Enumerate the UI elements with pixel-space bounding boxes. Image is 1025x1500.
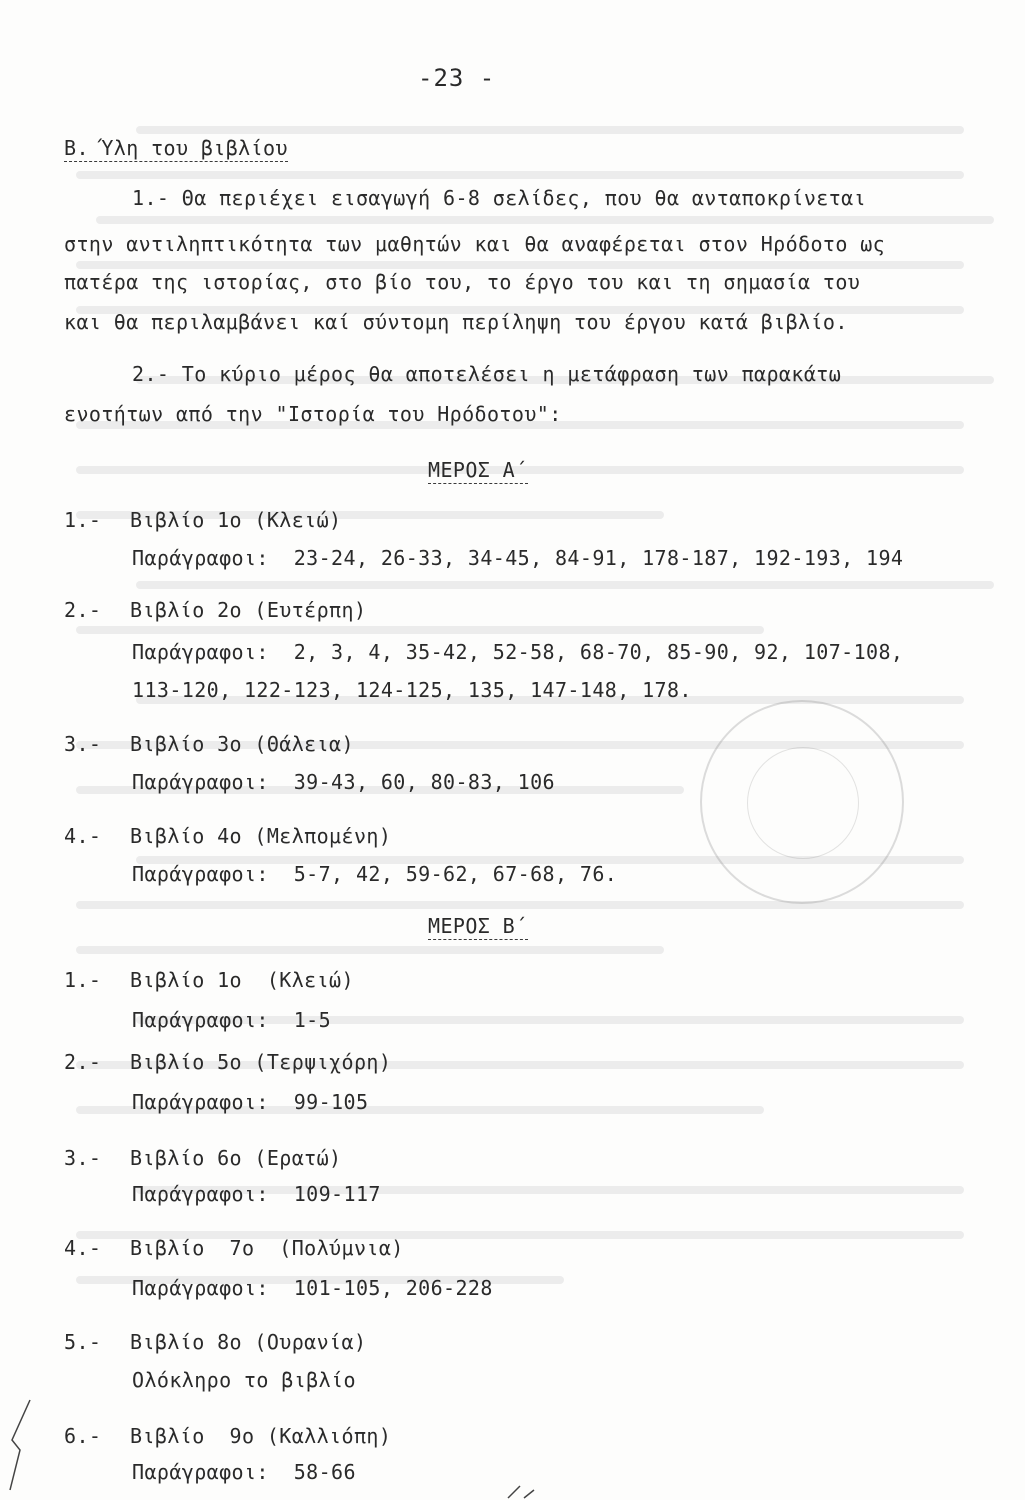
book-title: Βιβλίο 8ο (Ουρανία) <box>130 1330 367 1354</box>
intro-line-3: πατέρα της ιστορίας, στο βίο του, το έργο του και τη σημασία του <box>64 270 861 294</box>
section-title <box>64 136 288 160</box>
book-title: Βιβλίο 5ο (Τερψιχόρη) <box>130 1050 392 1074</box>
part-b-item-6 <box>64 1424 391 1448</box>
intro-line-2: στην αντιληπτικότητα των μαθητών και θα αναφέρεται στον Ηρόδοτο ως <box>64 232 886 256</box>
book-title: Βιβλίο 6ο (Ερατώ) <box>130 1146 342 1170</box>
part-b-item-3 <box>64 1146 342 1170</box>
item-number: 1.- <box>64 508 102 532</box>
part-b-item-4-paragraphs: Παράγραφοι: 101-105, 206-228 <box>132 1276 493 1300</box>
part-a-item-2-paragraphs-cont: 113-120, 122-123, 124-125, 135, 147-148, 178. <box>132 678 692 702</box>
part-b-heading-text: ΜΕΡΟΣ Β΄ <box>428 914 528 938</box>
part-b-item-1-paragraphs: Παράγραφοι: 1-5 <box>132 1008 332 1032</box>
item-number: 2.- <box>64 1050 102 1074</box>
part-a-item-3 <box>64 732 354 756</box>
part-a-item-2-paragraphs: Παράγραφοι: 2, 3, 4, 35-42, 52-58, 68-70, 85-90, 92, 107-108, <box>132 640 904 664</box>
item-number: 6.- <box>64 1424 102 1448</box>
item-number: 5.- <box>64 1330 102 1354</box>
item-number: 2.- <box>64 598 102 622</box>
part-b-item-1 <box>64 968 354 992</box>
part-a-heading-text: ΜΕΡΟΣ Α΄ <box>428 458 528 482</box>
part-a-item-4-paragraphs: Παράγραφοι: 5-7, 42, 59-62, 67-68, 76. <box>132 862 618 886</box>
book-title: Βιβλίο 7ο (Πολύμνια) <box>130 1236 404 1260</box>
main-line-2: ενοτήτων από την "Ιστορία του Ηρόδοτου": <box>64 402 562 426</box>
item-number: 1.- <box>64 968 102 992</box>
part-b-item-2-paragraphs: Παράγραφοι: 99-105 <box>132 1090 369 1114</box>
book-title: Βιβλίο 3ο (Θάλεια) <box>130 732 354 756</box>
page-number: -23 - <box>418 64 496 92</box>
part-a-item-4 <box>64 824 391 848</box>
section-title-text: Β. Ύλη του βιβλίου <box>64 136 288 160</box>
part-a-heading <box>428 458 528 482</box>
item-number: 4.- <box>64 824 102 848</box>
part-b-heading <box>428 914 528 938</box>
item-number: 4.- <box>64 1236 102 1260</box>
faint-stamp-seal <box>700 700 904 904</box>
handwritten-margin-mark <box>0 1380 40 1500</box>
part-a-item-1-paragraphs: Παράγραφοι: 23-24, 26-33, 34-45, 84-91, 178-187, 192-193, 194 <box>132 546 904 570</box>
part-b-item-3-paragraphs: Παράγραφοι: 109-117 <box>132 1182 381 1206</box>
part-b-item-5 <box>64 1330 366 1354</box>
main-line-1: 2.- Το κύριο μέρος θα αποτελέσει η μετάφραση των παρακάτω <box>132 362 842 386</box>
book-title: Βιβλίο 2ο (Ευτέρπη) <box>130 598 367 622</box>
book-title: Βιβλίο 4ο (Μελπομένη) <box>130 824 392 848</box>
intro-line-1: 1.- Θα περιέχει εισαγωγή 6-8 σελίδες, που θα ανταποκρίνεται <box>132 186 867 210</box>
intro-line-4: και θα περιλαμβάνει καί σύντομη περίληψη του έργου κατά βιβλίο. <box>64 310 848 334</box>
book-title: Βιβλίο 9ο (Καλλιόπη) <box>130 1424 392 1448</box>
page-continuation-mark <box>500 1482 540 1500</box>
item-number: 3.- <box>64 732 102 756</box>
part-b-item-5-paragraphs: Ολόκληρο το βιβλίο <box>132 1368 356 1392</box>
part-a-item-3-paragraphs: Παράγραφοι: 39-43, 60, 80-83, 106 <box>132 770 555 794</box>
part-a-item-2 <box>64 598 366 622</box>
item-number: 3.- <box>64 1146 102 1170</box>
book-title: Βιβλίο 1ο (Κλειώ) <box>130 508 342 532</box>
part-a-item-1 <box>64 508 342 532</box>
part-b-item-4 <box>64 1236 404 1260</box>
part-b-item-6-paragraphs: Παράγραφοι: 58-66 <box>132 1460 356 1484</box>
part-b-item-2 <box>64 1050 391 1074</box>
book-title: Βιβλίο 1ο (Κλειώ) <box>130 968 354 992</box>
